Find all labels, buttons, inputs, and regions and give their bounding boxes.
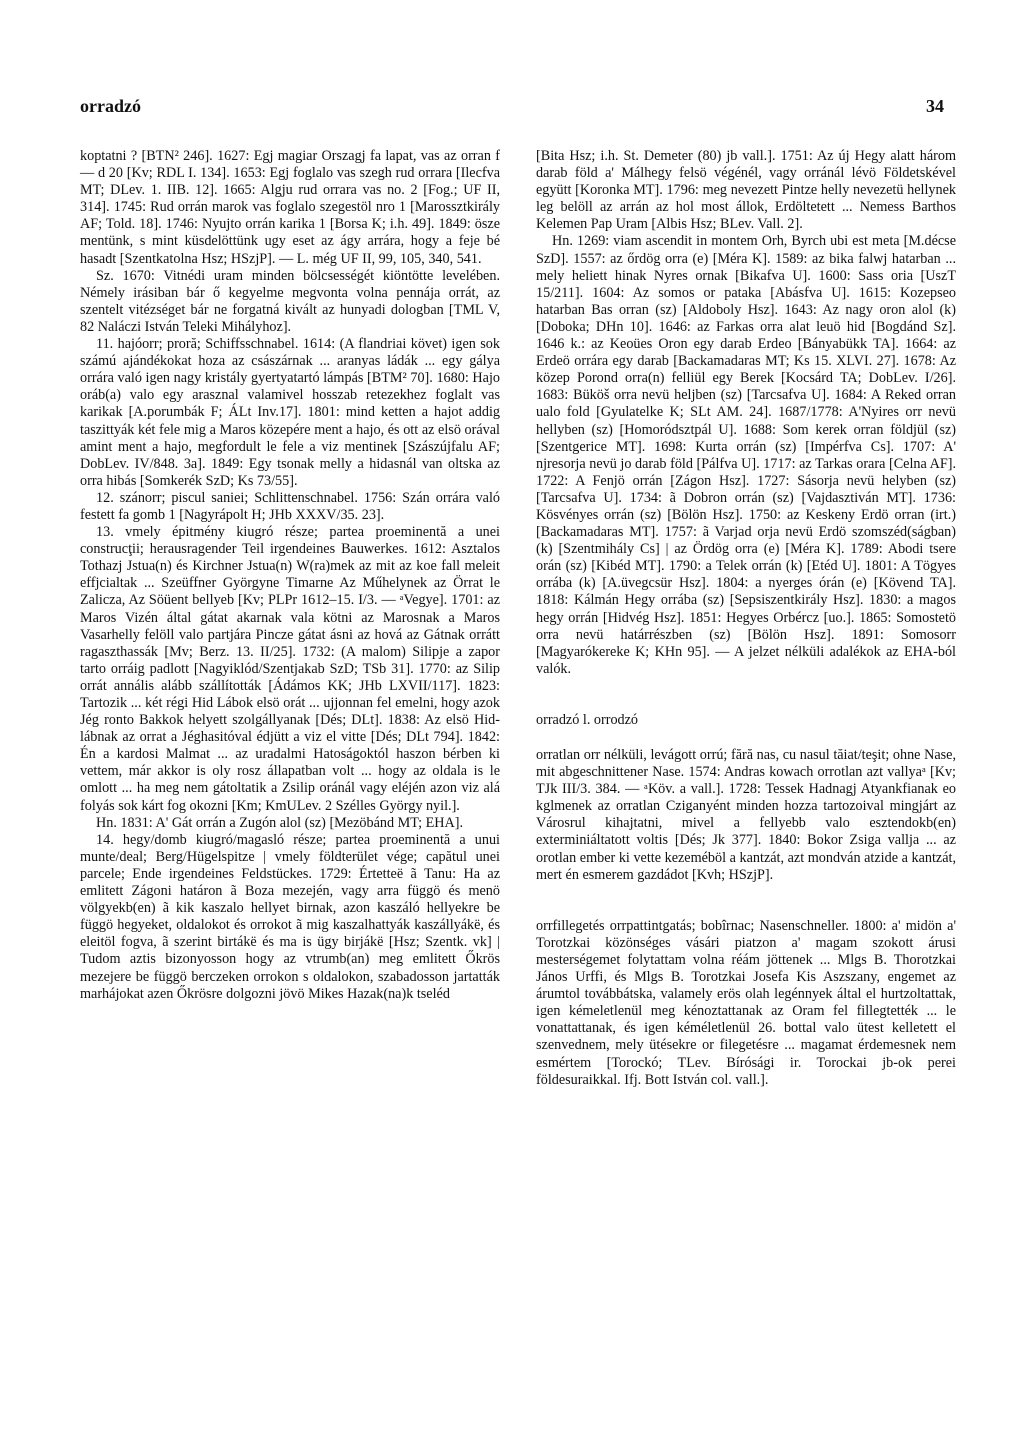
dictionary-entry: orrfillegetés orrpattintgatás; bobîrnac; Nasenschneller. 1800: a' midön a' Torotzkai közönséges vásári piatzon a' magam szokott árusi mesterségemet folytattam volna réám jöttenek ... Mlgs B. Thorotzkai János Urffi, és Mlgs B. Torotzkai Josefa Kis Aszszany, engemet az árumtol továbbátska, valamely erös olah legénnyek által el hurtzoltattak, igen kémeletlenül meg kénoztattanak az Oram fel fillegtették ... le vonattattanak, és igen kéméletlenül 26. bottal valo ütest kelletett el szenvednem, mely ütésekre or filegetésre ... magamat érdemesnek nem esmértem [Torockó; TLev. Bírósági ir. Torockai jb-ok perei földesuraikkal. Ifj. Bott István col. vall.].: [536, 917, 956, 1088]
paragraph: Sz. 1670: Vitnédi uram minden bölcsességét kiöntötte levelében. Némely irásiban bár ő kegyelme megvonta volna pennája orrát, az szentelt vitézséget bár ne forgatná kivált az hunyadi dologban [TML V, 82 Naláczi István Teleki Mihályhoz].: [80, 267, 500, 335]
paragraph: 14. hegy/domb kiugró/magasló része; partea proeminentă a unui munte/deal; Berg/Hügelspitze | vmely földterület vége; capătul unei parcele; Ende irgendeines Feldstückes. 1729: Értetteë ã Tanu: Ha az emlitett Zágoni határon ã Boza mezején, vagy arra függö és menö völgyekb(en) ã kik kaszalo hellyet birnak, azon kaszáló hellyekre be függö hegyeket, oldalokot és orrokot ã mig kaszalhattyák kaszállyákë, és eleitöl fogva, ã szerint birtákë és ma is ügy birjákë [Hsz; Szentk. vk] | Tudom aztis bizonyosson hogy az vtrumb(an) meg emlitett Őkrös mezejere be függö berczeken orrokon s oldalokon, szabadosson jartatták marhájokat azen Őkrösre dolgozni jövö Mikes Hazak(na)k tseléd: [80, 831, 500, 1002]
running-headword: orradzó: [80, 96, 141, 116]
paragraph: [Bita Hsz; i.h. St. Demeter (80) jb vall.]. 1751: Az új Hegy alatt három darab föld a' Málhegy felsö végénél, vagy orránál lévö Földetskével együtt [Koronka MT]. 1796: meg nevezett Pintze helly nevezetü hellynek leg belöll az arrán az hol most állok, Erdöltetett ... Nemess Barthos Kelemen Pap Uram [Albis Hsz; BLev. Vall. 2].: [536, 148, 956, 233]
paragraph: 11. hajóorr; proră; Schiffsschnabel. 1614: (A flandriai követ) igen sok számú ajándékokat hoza az császárnak ... aranyas ládák ... egy gálya orrára való igen nagy kristály gyertyatartó lámpás [BTM² 70]. 1680: Hajo oráb(a) valo egy arasznal valamivel hosszab retezekhez foglalt vas karikak [A.porumbák F; ÁLt Inv.17]. 1801: mind ketten a hajot addig taszittyák két fele mig a Maros közepére ment a hajo, és ott az elsö orával amint ment a hajo, megfordult le fele a viz mentinek [Szászújfalu AF; DobLev. IV/848. 3a]. 1849: Egy tsonak melly a hidasnál van oltska az orra hibás [Somkerék SzD; Ks 73/55].: [80, 336, 500, 489]
paragraph: koptatni ? [BTN² 246]. 1627: Egj magiar Orszagj fa lapat, vas az orran f — d 20 [Kv; RDL I. 134]. 1653: Egj foglalo vas szegh rud orrara [Ilecfva MT; DLev. 1. IIB. 12]. 1665: Algju rud orrara vas no. 2 [Fog.; UF II, 314]. 1745: Rud orrán marok vas foglalo szegestöl nro 1 [Marossztkirály AF; Told. 18]. 1746: Nyujto orrán karika 1 [Borsa K; i.h. 49]. 1849: ösze mentünk, s mint küsdelöttünk ugy eset az ágy arrára, hogy a feje bé hasadt [Szentkatolna Hsz; HSzjP]. — L. még UF II, 99, 105, 340, 541.: [80, 148, 500, 267]
page-number: 34: [926, 96, 944, 116]
page-header: [80, 96, 944, 122]
paragraph: Hn. 1831: A' Gát orrán a Zugón alol (sz) [Mezöbánd MT; EHA].: [96, 814, 464, 831]
dictionary-entry: orratlan orr nélküli, levágott orrú; fără nas, cu nasul tăiat/teşit; ohne Nase, mit abgeschnittener Nase. 1574: Andras kowach orrotlan azt vallyaᵃ [Kv; TJk III/3. 384. — ᵃKöv. a vall.]. 1728: Tessek Hadnagj Atyankfianak eo kglmenek az orratlan Cziganyént minden hozza tartozoival mingjárt az Városrul kihajtatni, mivel a fellyebb valo esztendokb(en) exterminiáltatott voltis [Dés; Jk 377]. 1840: Bokor Zsiga vallja ... az orotlan ember ki vette kezeméböl a kantzát, azt mondván atzide a kantzát, mert én esmerem gazdádot [Kvh; HSzjP].: [536, 747, 956, 883]
cross-reference-entry: orradzó l. orrodzó: [536, 711, 639, 728]
paragraph: Hn. 1269: viam ascendit in montem Orh, Byrch ubi est meta [M.décse SzD]. 1557: az őrdög orra (e) [Méra K]. 1589: az bika falwj hatarban ... mely heliett hinak Nyres ornak [Bikafva U]. 1600: Sass oria [UszT 15/211]. 1604: Az somos or pataka [Abásfva U]. 1615: Kozepseo hatarban Bas orran (sz) [Aldoboly Hsz]. 1643: Az nagy oron alol (k) [Doboka; DHn 10]. 1646: az Farkas orra alat leuö hid [Bogdánd Sz]. 1646 k.: az Keoües Oron egy darab Erdeo [Bányabükk TA]. 1664: az Erdeö orrára egy darab [Backamadaras MT; Ks 15. XLVI. 27]. 1678: Az közep Porond orra(n) felliül egy Berek [Kocsárd TA; DobLev. I/26]. 1683: Büköš orra nevü heljben (sz) [Tarcsafva U]. 1684: A Reked orran ualo fold [Gyulatelke K; SLt AM. 24]. 1687/1778: A'Nyires orr nevü hellyben (sz) [Homoródsztpál U]. 1688: Som kerek orran földjül (sz) [Szentgerice MT]. 1698: Kurta orrán (sz) [Impérfva Cs]. 1707: A' njresorja nevü jo darab föld [Pálfva U]. 1717: az Tarkas orara [Celna AF]. 1722: A Fenjö orrán [Zágon Hsz]. 1727: Sásorja nevü helyben (sz) [Tarcsafva U]. 1734: ã Dobron orrán (sz) [Vajdasztiván MT]. 1736: Kösvényes orrán (sz) [Bölön Hsz]. 1750: az Keskeny Erdö orran (irt.) [Backamadaras MT]. 1757: ã Varjad orja nevü Erdö szomszéd(ságban) (k) [Szentmihály Cs] | az Ördög orra (e) [Méra K]. 1789: Abodi tsere orán (sz) [Kibéd MT]. 1790: a Telek orrán (k) [Etéd U]. 1801: A Tögyes orrába (k) [A.üvegcsür Hsz]. 1804: a nyerges órán (e) [Kövend TA]. 1818: Kálmán Hegy orrába (sz) [Sepsiszentkirály Hsz]. 1830: a magos hegy orrán [Hidvég Hsz]. 1851: Hegyes Orbércz [uo.]. 1865: Somostetö orra nevü határrészben (sz) [Bölön Hsz]. 1891: Somosorr [Magyarókereke K; KHn 95]. — A jelzet nélküli adalékok az EHA-ból valók.: [536, 233, 956, 677]
left-column: [80, 148, 500, 1003]
right-column: [536, 148, 956, 1089]
paragraph: 12. szánorr; piscul saniei; Schlittenschnabel. 1756: Szán orrára való festett fa gomb 1 [Nagyrápolt H; JHb XXXV/35. 23].: [80, 489, 500, 523]
paragraph: 13. vmely épitmény kiugró része; partea proeminentă a unei construcţii; herausragender Teil irgendeines Bauwerkes. 1612: Asztalos Tothazj Jstua(n) és Kirchner Jstua(n) W(ra)mek az mit az koe fall meleit effjcialtak ... Szeüffner Györgyne Timarne Az Műhelynek az Örrat le Zalicza, Az Söüent bellyeb [Kv; PLPr 1612–15. I/3. — ᵃVegye]. 1701: az Maros Vizén által gátat akarnak vala kötni az Marosnak a Maros Vasarhelly felöll valo partjára Pincze gátat ásni az hová az Gátnak orrátt ragaszthassák [Mv; Berz. 13. II/25]. 1732: (A malom) Silipje a zapor tarto orráig padlott [Nagyiklód/Szentjakab SzD; TSb 31]. 1770: az Silip orrát annális alább szállították [Ádámos KK; JHb LXVII/117]. 1823: Tartozik ... két régi Hid Lábok elsö orát ... ujjonnan fel emelni, hogy azok Jég ronto Bakkok helyett szolgállyanak [Dés; DLt]. 1838: Az elsö Hid-lábnak az orrat a Jéghasitóval édjütt a viz el vitte [Dés; DLt 794]. 1842: Én a kardosi Malmat ... az uradalmi Hatoságoktól haszon bérben ki vettem, már akkor is oly rosz állapatban volt ... hogy az oldala is le omlott ... ha meg nem gátoltatik a Zsilip oránál vagy eléjén azon viz alá folyás sok kárt fog okozni [Km; KmULev. 2 Szélles György nyil.].: [80, 524, 500, 814]
